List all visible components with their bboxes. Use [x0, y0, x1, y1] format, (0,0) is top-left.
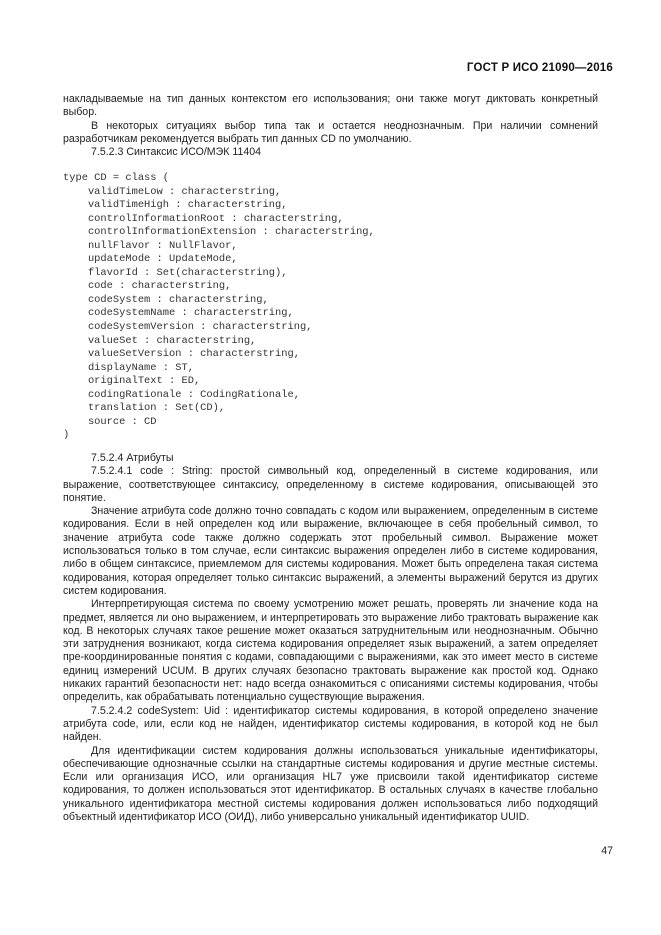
paragraph-code-definition: 7.5.2.4.1 code : String: простой символьный код, определенный в системе кодирования, или выражение, соответствующее синтаксису, определенному в системе кодирования, описывающей это понятие. — [63, 465, 598, 504]
section-heading-attributes: 7.5.2.4 Атрибуты — [91, 452, 174, 464]
paragraph-codesystem-definition: 7.5.2.4.2 codeSystem: Uid : идентификатор системы кодирования, в которой определено значение атрибута code, или, если код не найден, идентификатор системы кодирования, в которой код не был найден. — [63, 704, 598, 744]
code-line: code : characterstring, — [63, 280, 232, 293]
code-line: displayName : ST, — [63, 361, 194, 374]
code-listing — [63, 172, 375, 443]
paragraph-code-value: Значение атрибута code должно точно совпадать с кодом или выражением, определенным в системе кодирования. Если в ней определен код или выражение, включающее в себя пробельный символ, то значение атрибута code также должно содержать этот пробельный символ. Выражение может использоваться только в том случае, если синтаксис выражения определен либо в системе кодирования, либо в общем синтаксисе, приемлемом для системы кодирования. Может быть определена такая система кодирования, которая определяет только синтаксис выражений, а элементы выражений берутся из других систем кодирования. — [63, 505, 598, 597]
code-line: controlInformationRoot : characterstring, — [63, 212, 344, 225]
code-line: updateMode : UpdateMode, — [63, 253, 238, 266]
code-line: codeSystem : characterstring, — [63, 293, 269, 306]
document-header: ГОСТ Р ИСО 21090—2016 — [466, 62, 613, 74]
bottom-text-block — [63, 452, 598, 824]
code-line: flavorId : Set(characterstring), — [63, 266, 288, 279]
section-heading-syntax: 7.5.2.3 Синтаксис ИСО/МЭК 11404 — [91, 146, 262, 159]
code-line: controlInformationExtension : characterstring, — [63, 226, 375, 239]
top-text-block — [63, 93, 598, 159]
page-number: 47 — [601, 845, 613, 857]
code-line: type CD = class ( — [63, 172, 170, 184]
paragraph-codesystem-identifiers: Для идентификации систем кодирования должны использоваться уникальные идентификаторы, обеспечивающие однозначные ссылки на стандартные системы кодирования и другие местные системы. Если или организация ИСО, или организация HL7 уже присвоили такой идентификатор системе кодирования, то должен использоваться этот идентификатор. В остальных случаях в качестве глобально уникального идентификатора местной системы кодирования должен использоваться либо подходящий объектный идентификатор ИСО (ОИД), либо универсально уникальный идентификатор UUID. — [63, 744, 598, 824]
code-line: validTimeHigh : characterstring, — [63, 199, 288, 212]
code-line: nullFlavor : NullFlavor, — [63, 239, 238, 252]
code-line: valueSet : characterstring, — [63, 334, 257, 347]
paragraph-continuation: накладываемые на тип данных контекстом его использования; они также могут диктовать конкретный выбор. — [63, 93, 598, 119]
code-line: translation : Set(CD), — [63, 402, 226, 415]
code-line: originalText : ED, — [63, 375, 201, 388]
code-line: codingRationale : CodingRationale, — [63, 388, 300, 401]
code-line: codeSystemVersion : characterstring, — [63, 321, 313, 334]
code-line: validTimeLow : characterstring, — [63, 185, 282, 198]
paragraph-interpretation: Интерпретирующая система по своему усмотрению может решать, проверять ли значение кода на предмет, является ли оно выражением, и интерпретировать это выражение либо трактовать выражение как код. В некоторых случаях такое решение может оказаться затруднительным или неоднозначным. Обычно эти затруднения возникают, когда система кодирования определяет язык выражений, а затем определяет пре-координированные понятия с кодами, совпадающими с выражениями, как это имеет место в системе единиц измерений UCUM. В других случаях безопасно трактовать выражение как простой код. Однако никаких гарантий безопасности нет: надо всегда ознакомиться с описаниями системы кодирования, чтобы определить, как обрабатывать потенциально существующие выражения. — [63, 598, 598, 704]
paragraph-type-choice: В некоторых ситуациях выбор типа так и остается неоднозначным. При наличии сомнений разработчикам рекомендуется выбрать тип данных CD по умолчанию. — [63, 119, 598, 145]
code-line: ) — [63, 429, 70, 442]
code-line: valueSetVersion : characterstring, — [63, 348, 300, 361]
code-line: source : CD — [63, 415, 157, 428]
code-line: codeSystemName : characterstring, — [63, 307, 294, 320]
